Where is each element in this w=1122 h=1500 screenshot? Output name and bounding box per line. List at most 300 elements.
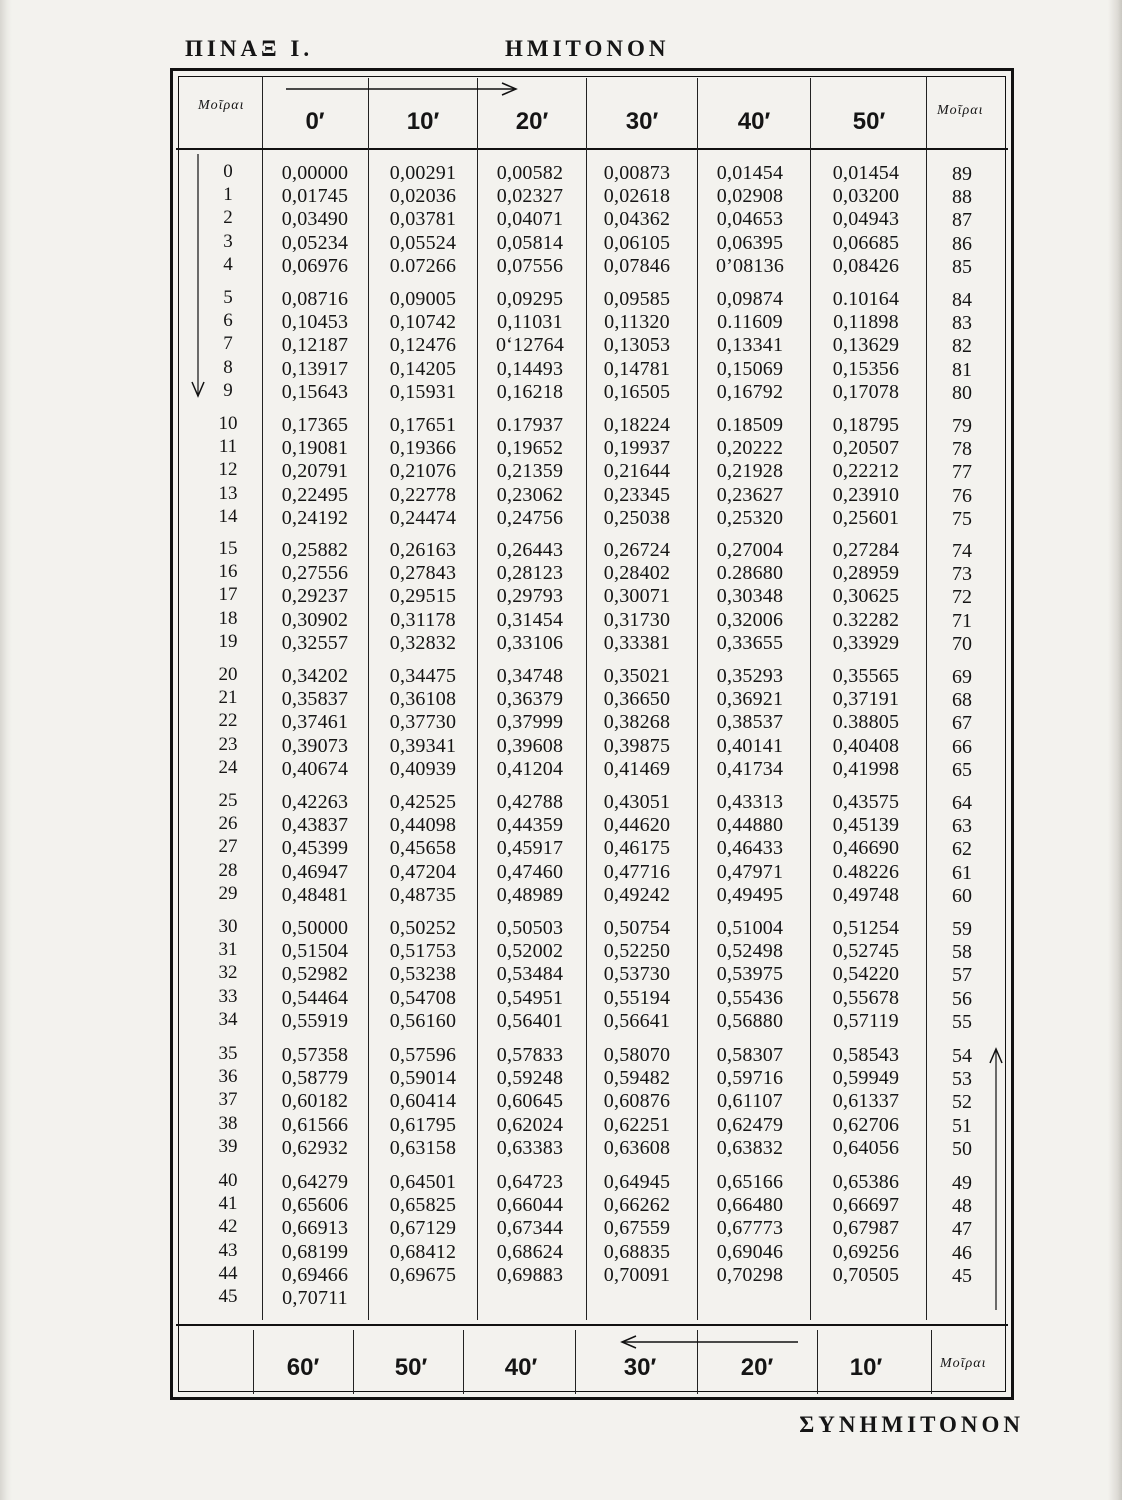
degree-value: 38	[218, 1112, 238, 1134]
complement-degree: 62	[952, 838, 972, 861]
sine-value: 0,23062	[496, 483, 564, 506]
sine-value: 0,02908	[716, 185, 784, 208]
complement-degree: 60	[952, 884, 972, 907]
sine-value: 0,53238	[389, 963, 457, 986]
sine-value: 0,27284	[832, 539, 900, 561]
sine-value: 0,50252	[389, 917, 457, 939]
complement-degree: 83	[952, 312, 972, 335]
sine-value: 0,27556	[281, 562, 349, 585]
sine-value: 0,61795	[389, 1113, 457, 1136]
sine-value: 0,03490	[281, 208, 349, 231]
sine-value: 0’08136	[715, 254, 785, 277]
sine-value: 0,04071	[496, 208, 564, 231]
sine-value: 0,13917	[281, 357, 349, 380]
sine-value: 0,57596	[389, 1044, 457, 1066]
sine-value: 0,11320	[604, 311, 670, 334]
sine-value: 0,16792	[716, 380, 784, 403]
column-divider-top	[810, 78, 811, 150]
sine-value: 0,12476	[389, 334, 457, 357]
sine-value: 0,41998	[832, 757, 900, 780]
complement-degree: 70	[952, 632, 972, 655]
sine-value: 0,43575	[832, 791, 900, 813]
footer-title: ΣΥΝΗΜΙΤΟΝΟΝ	[799, 1412, 1024, 1437]
degree-value: 25	[218, 790, 238, 811]
sine-value: 0‘12764	[495, 334, 565, 357]
sine-value: 0,54464	[281, 986, 349, 1009]
column-header-top: 40′	[737, 108, 771, 135]
sine-value: 0,12187	[281, 334, 349, 357]
complement-degree: 81	[952, 358, 972, 381]
sine-value: 0,31730	[603, 608, 671, 631]
sine-value: 0,46175	[603, 837, 671, 860]
sine-value: 0,10742	[389, 311, 457, 334]
sine-value: 0,54951	[496, 986, 564, 1009]
sine-value: 0,46690	[832, 837, 900, 860]
up-arrow-icon	[989, 1048, 1003, 1310]
sine-value: 0,04362	[603, 208, 671, 231]
sine-value: 0,01745	[281, 185, 349, 208]
sine-value: 0,01454	[716, 162, 784, 184]
sine-value: 0,44880	[716, 814, 784, 837]
left-arrow-icon	[622, 1335, 798, 1349]
sine-value: 0,08426	[832, 254, 900, 277]
sine-value: 0,13341	[716, 334, 784, 357]
sine-value: 0,27004	[716, 539, 784, 561]
sine-value: 0,43837	[281, 814, 349, 837]
sine-value: 0,70298	[716, 1263, 784, 1286]
sine-value: 0,45399	[281, 837, 349, 860]
sine-value: 0,02618	[603, 185, 671, 208]
degree-value: 24	[218, 756, 238, 778]
sine-value: 0.48226	[832, 860, 900, 883]
degrees-label-right: Μοῖραι	[937, 103, 984, 118]
sine-value: 0,38537	[716, 711, 784, 734]
complement-degree: 51	[952, 1114, 972, 1137]
sine-value: 0,34748	[496, 665, 564, 687]
degree-value: 19	[218, 630, 238, 652]
sine-value: 0,29793	[496, 585, 564, 608]
sine-value: 0,21076	[389, 460, 457, 483]
column-header-bottom: 40′	[504, 1354, 538, 1381]
complement-degree: 57	[952, 964, 972, 987]
sine-value: 0,52498	[716, 940, 784, 963]
degree-value: 28	[218, 859, 238, 881]
sine-value: 0,23910	[832, 483, 900, 506]
sine-value: 0,67773	[716, 1217, 784, 1240]
sine-value: 0,48989	[496, 883, 564, 906]
sine-value: 0,25601	[832, 506, 900, 529]
sine-value: 0,68199	[281, 1240, 349, 1263]
sine-value: 0.38805	[832, 711, 900, 734]
complement-degree: 72	[952, 586, 972, 609]
sine-value: 0,41734	[716, 757, 784, 780]
sine-value: 0,05524	[389, 231, 457, 254]
sine-value: 0,09005	[389, 288, 457, 310]
sine-value: 0,67559	[603, 1217, 671, 1240]
sine-value: 0,68835	[603, 1240, 671, 1263]
sine-value: 0,56401	[496, 1009, 564, 1032]
complement-degree: 88	[952, 186, 972, 209]
sine-value: 0,24192	[281, 506, 349, 529]
sine-value: 0.28680	[716, 562, 784, 585]
sine-value: 0,30071	[603, 585, 671, 608]
column-header-top: 20′	[515, 108, 549, 135]
page-edge-left	[0, 0, 12, 1500]
sine-value: 0,30348	[716, 585, 784, 608]
sine-value: 0,61337	[832, 1090, 900, 1113]
sine-value: 0.17937	[496, 414, 564, 436]
sine-value: 0,19937	[603, 437, 671, 460]
sine-value: 0,14493	[496, 357, 564, 380]
sine-value: 0,22495	[281, 483, 349, 506]
sine-value: 0,26163	[389, 539, 457, 561]
complement-degree: 63	[952, 815, 972, 838]
sine-value: 0,37999	[496, 711, 564, 734]
complement-degree: 87	[952, 209, 972, 232]
sine-value: 0,25320	[716, 506, 784, 529]
header-rule	[176, 148, 1008, 150]
degree-value: 2	[223, 207, 233, 229]
complement-degree: 86	[952, 232, 972, 255]
sine-value: 0,31178	[390, 608, 456, 631]
sine-value: 0,49495	[716, 883, 784, 906]
degree-value: 12	[218, 459, 238, 481]
sine-value: 0,45139	[832, 814, 900, 837]
page-title: ΗΜΙΤΟΝΟΝ	[505, 36, 670, 61]
sine-value: 0,00873	[603, 162, 671, 184]
degree-value: 30	[218, 916, 238, 937]
degree-value: 45	[218, 1286, 238, 1307]
degrees-label-left: Μοῖραι	[198, 98, 245, 113]
column-header-top: 0′	[305, 108, 325, 135]
sine-value: 0,57833	[496, 1044, 564, 1066]
sine-value: 0,02327	[496, 185, 564, 208]
complement-degree: 78	[952, 438, 972, 461]
complement-degree: 55	[952, 1010, 972, 1033]
sine-value: 0,21644	[603, 460, 671, 483]
sine-value: 0,35837	[281, 688, 349, 711]
sine-value: 0,32557	[281, 631, 349, 654]
complement-degree: 49	[952, 1172, 972, 1194]
complement-degree: 79	[952, 415, 972, 437]
degree-value: 21	[218, 687, 238, 709]
sine-value: 0.32282	[832, 608, 900, 631]
sine-value: 0.07266	[389, 254, 457, 277]
degree-value: 15	[218, 538, 238, 559]
sine-value: 0,04653	[716, 208, 784, 231]
complement-degree: 50	[952, 1137, 972, 1160]
sine-value: 0,47460	[496, 860, 564, 883]
sine-value: 0,20507	[832, 437, 900, 460]
sine-value: 0,69466	[281, 1263, 349, 1286]
sine-value: 0,62251	[603, 1113, 671, 1136]
sine-value: 0,27843	[389, 562, 457, 585]
degree-value: 31	[218, 939, 238, 961]
degree-value: 35	[218, 1043, 238, 1064]
sine-value: 0,65386	[832, 1171, 900, 1193]
sine-value: 0,36650	[603, 688, 671, 711]
column-header-top: 10′	[406, 108, 440, 135]
sine-value: 0,11031	[497, 311, 563, 334]
sine-value: 0,53730	[603, 963, 671, 986]
column-header-top: 50′	[852, 108, 886, 135]
sine-value: 0,69883	[496, 1263, 564, 1286]
down-arrow-icon	[191, 154, 205, 399]
sine-value: 0,32832	[389, 631, 457, 654]
sine-value: 0,58543	[832, 1044, 900, 1066]
sine-value: 0,62706	[832, 1113, 900, 1136]
sine-value: 0,56641	[603, 1009, 671, 1032]
sine-value: 0,59949	[832, 1067, 900, 1090]
complement-degree: 61	[952, 861, 972, 884]
degree-value: 44	[218, 1262, 238, 1284]
sine-value: 0,60645	[496, 1090, 564, 1113]
sine-value: 0,58307	[716, 1044, 784, 1066]
complement-degree: 77	[952, 461, 972, 484]
sine-value: 0,41204	[496, 757, 564, 780]
sine-value: 0,58070	[603, 1044, 671, 1066]
complement-degree: 48	[952, 1195, 972, 1218]
sine-value: 0,11898	[833, 311, 899, 334]
degree-value: 7	[223, 333, 233, 355]
sine-value: 0,17365	[281, 414, 349, 436]
sine-value: 0,07846	[603, 254, 671, 277]
degree-value: 39	[218, 1135, 238, 1157]
column-divider	[926, 150, 927, 1320]
sine-value: 0,40939	[389, 757, 457, 780]
degree-value: 33	[218, 985, 238, 1007]
degree-value: 40	[218, 1170, 238, 1191]
sine-value: 0,26443	[496, 539, 564, 561]
sine-value: 0,39341	[389, 734, 457, 757]
sine-value: 0,63832	[716, 1136, 784, 1159]
sine-value: 0,48481	[281, 883, 349, 906]
sine-value: 0,21359	[496, 460, 564, 483]
sine-value: 0,67129	[389, 1217, 457, 1240]
complement-degree: 84	[952, 289, 972, 311]
sine-value: 0,49748	[832, 883, 900, 906]
sine-value: 0,03781	[389, 208, 457, 231]
sine-value: 0,38268	[603, 711, 671, 734]
sine-value: 0,40408	[832, 734, 900, 757]
sine-value: 0,51753	[389, 940, 457, 963]
sine-value: 0,62932	[281, 1136, 349, 1159]
sine-value: 0,65606	[281, 1194, 349, 1217]
complement-degree: 64	[952, 792, 972, 814]
footer-rule	[176, 1324, 1008, 1326]
sine-value: 0,31454	[496, 608, 564, 631]
sine-value: 0,29515	[389, 585, 457, 608]
degrees-label-bottom: Μοῖραι	[940, 1356, 987, 1371]
sine-value: 0,69256	[832, 1240, 900, 1263]
sine-value: 0,06395	[716, 231, 784, 254]
sine-value: 0,25038	[603, 506, 671, 529]
sine-value: 0,66262	[603, 1194, 671, 1217]
sine-value: 0,52745	[832, 940, 900, 963]
degree-value: 8	[223, 356, 233, 378]
sine-value: 0,37730	[389, 711, 457, 734]
sine-value: 0,55678	[832, 986, 900, 1009]
sine-value: 0,15643	[281, 380, 349, 403]
sine-value: 0,70091	[603, 1263, 671, 1286]
degree-value: 11	[218, 436, 238, 458]
sine-value: 0,20791	[281, 460, 349, 483]
degree-value: 36	[218, 1066, 238, 1088]
column-header-top: 30′	[625, 108, 659, 135]
sine-value: 0,60876	[603, 1090, 671, 1113]
sine-value: 0,56880	[716, 1009, 784, 1032]
sine-value: 0,66044	[496, 1194, 564, 1217]
sine-value: 0,60182	[281, 1090, 349, 1113]
sine-value: 0,66697	[832, 1194, 900, 1217]
sine-value: 0,45917	[496, 837, 564, 860]
sine-value: 0,36108	[389, 688, 457, 711]
sine-value: 0,63608	[603, 1136, 671, 1159]
sine-value: 0,50754	[603, 917, 671, 939]
sine-value: 0,55194	[603, 986, 671, 1009]
sine-value: 0,19652	[496, 437, 564, 460]
sine-value: 0,37461	[281, 711, 349, 734]
sine-value: 0,43313	[716, 791, 784, 813]
sine-value: 0,28402	[603, 562, 671, 585]
sine-value: 0,02036	[389, 185, 457, 208]
sine-value: 0,67344	[496, 1217, 564, 1240]
sine-value: 0,44359	[496, 814, 564, 837]
sine-value: 0.11609	[717, 311, 783, 334]
complement-degree: 74	[952, 540, 972, 562]
sine-value: 0,39875	[603, 734, 671, 757]
table-label: ΠΙΝΑΞ Ι.	[185, 36, 314, 61]
sine-value: 0,06685	[832, 231, 900, 254]
sine-value: 0,07556	[496, 254, 564, 277]
right-arrow-icon	[286, 82, 518, 96]
sine-value: 0,00000	[281, 162, 349, 184]
sine-value: 0,36379	[496, 688, 564, 711]
sine-value: 0,59716	[716, 1067, 784, 1090]
sine-value: 0,10453	[281, 311, 349, 334]
sine-value: 0,16218	[496, 380, 564, 403]
column-header-bottom: 50′	[394, 1354, 428, 1381]
complement-degree: 58	[952, 941, 972, 964]
sine-value: 0,09585	[603, 288, 671, 310]
sine-value: 0,35021	[603, 665, 671, 687]
complement-degree: 75	[952, 507, 972, 530]
sine-value: 0,54708	[389, 986, 457, 1009]
sine-value: 0,52002	[496, 940, 564, 963]
sine-value: 0,53484	[496, 963, 564, 986]
degree-value: 37	[218, 1089, 238, 1111]
sine-value: 0,15931	[389, 380, 457, 403]
degree-value: 41	[218, 1193, 238, 1215]
sine-value: 0,64279	[281, 1171, 349, 1193]
sine-value: 0,51254	[832, 917, 900, 939]
sine-value: 0,23345	[603, 483, 671, 506]
sine-value: 0,69675	[389, 1263, 457, 1286]
sine-value: 0,63158	[389, 1136, 457, 1159]
sine-value: 0,58779	[281, 1067, 349, 1090]
sine-value: 0,66913	[281, 1217, 349, 1240]
complement-degree: 59	[952, 918, 972, 940]
sine-value: 0,53975	[716, 963, 784, 986]
complement-degree: 89	[952, 163, 972, 185]
complement-degree: 56	[952, 987, 972, 1010]
degree-value: 17	[218, 584, 238, 606]
complement-degree: 65	[952, 758, 972, 781]
sine-value: 0,64723	[496, 1171, 564, 1193]
sine-value: 0,68624	[496, 1240, 564, 1263]
sine-value: 0,17651	[389, 414, 457, 436]
sine-value: 0,47204	[389, 860, 457, 883]
sine-value: 0,46433	[716, 837, 784, 860]
sine-value: 0,52250	[603, 940, 671, 963]
sine-value: 0,26724	[603, 539, 671, 561]
degree-value: 43	[218, 1239, 238, 1261]
complement-degree: 80	[952, 381, 972, 404]
complement-degree: 85	[952, 255, 972, 278]
degree-value: 4	[223, 253, 233, 275]
sine-value: 0,04943	[832, 208, 900, 231]
degree-value: 1	[223, 184, 233, 206]
complement-degree: 52	[952, 1091, 972, 1114]
sine-value: 0,28123	[496, 562, 564, 585]
sine-value: 0,34202	[281, 665, 349, 687]
sine-value: 0,59248	[496, 1067, 564, 1090]
sine-value: 0,13053	[603, 334, 671, 357]
sine-value: 0,55919	[281, 1009, 349, 1032]
sine-value: 0,45658	[389, 837, 457, 860]
sine-value: 0,17078	[832, 380, 900, 403]
sine-value: 0.18509	[716, 414, 784, 436]
sine-value: 0,64501	[389, 1171, 457, 1193]
sine-value: 0,60414	[389, 1090, 457, 1113]
sine-value: 0,18224	[603, 414, 671, 436]
degree-value: 26	[218, 813, 238, 835]
sine-value: 0,22212	[832, 460, 900, 483]
sine-value: 0,62024	[496, 1113, 564, 1136]
sine-value: 0,19366	[389, 437, 457, 460]
sine-value: 0,09874	[716, 288, 784, 310]
complement-degree: 46	[952, 1241, 972, 1264]
sine-value: 0,35565	[832, 665, 900, 687]
degree-value: 22	[218, 710, 238, 732]
complement-degree: 82	[952, 335, 972, 358]
sine-value: 0,68412	[389, 1240, 457, 1263]
degree-value: 18	[218, 607, 238, 629]
sine-value: 0,47971	[716, 860, 784, 883]
sine-value: 0,37191	[832, 688, 900, 711]
sine-value: 0,65825	[389, 1194, 457, 1217]
sine-value: 0,66480	[716, 1194, 784, 1217]
sine-value: 0,42263	[281, 791, 349, 813]
sine-value: 0,70711	[282, 1287, 348, 1309]
sine-value: 0,61107	[717, 1090, 783, 1113]
degree-value: 32	[218, 962, 238, 984]
sine-value: 0,08716	[281, 288, 349, 310]
sine-value: 0,43051	[603, 791, 671, 813]
sine-value: 0,61566	[281, 1113, 349, 1136]
sine-value: 0,18795	[832, 414, 900, 436]
sine-value: 0,50000	[281, 917, 349, 939]
page-edge-right	[1108, 0, 1122, 1500]
column-header-bottom: 20′	[740, 1354, 774, 1381]
complement-degree: 66	[952, 735, 972, 758]
sine-value: 0,19081	[281, 437, 349, 460]
sine-value: 0,49242	[603, 883, 671, 906]
degree-value: 34	[218, 1008, 238, 1030]
sine-value: 0,33106	[496, 631, 564, 654]
sine-value: 0,65166	[716, 1171, 784, 1193]
complement-degree: 76	[952, 484, 972, 507]
